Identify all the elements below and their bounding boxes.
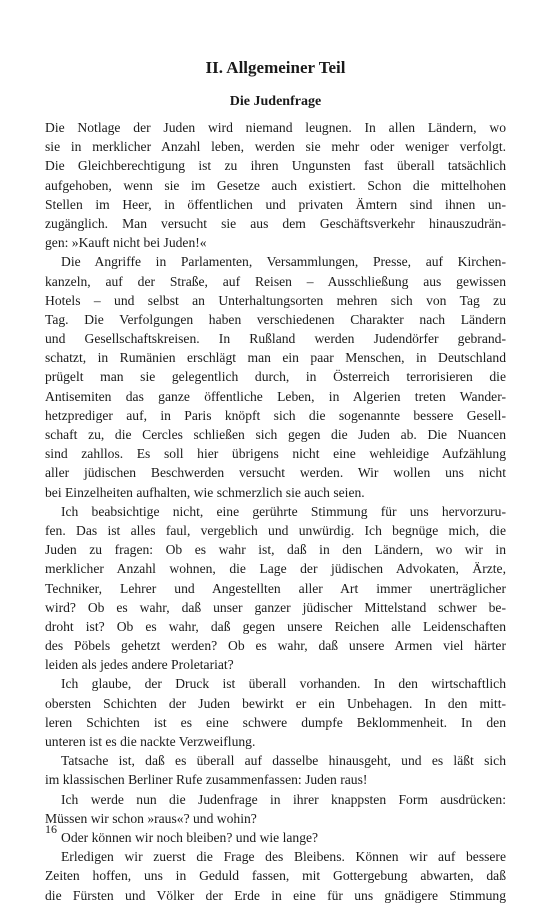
text-line: unteren ist es die nackte Verzweiflung.: [45, 734, 256, 749]
text-line: schaft zu, die Cercles schließen sich gegen die Juden ab. Die Nuancen: [45, 427, 506, 442]
text-line: fen. Das ist alles faul, vergeblich und unwürdig. Ich begnüge mich, die: [45, 522, 506, 538]
text-line: Die Gleichberechtigung ist zu ihren Ungunsten fast überall tatsächlich: [45, 158, 506, 174]
text-line: Die Notlage der Juden wird niemand leugnen. In allen Ländern, wo: [45, 120, 506, 135]
text-line: Ich werde nun die Judenfrage in ihrer knappsten Form ausdrücken:: [61, 791, 506, 807]
text-line: Zeiten hoffen, uns in Geduld fassen, mit Gottergebung abwarten, daß: [45, 868, 506, 884]
text-line: schatzt, in Rumänien erschlägt man ein paar Menschen, in Deutschland: [45, 350, 506, 366]
section-heading: Die Judenfrage: [229, 94, 322, 109]
text-line: sind zahllos. Es soll hier übrigens nicht eine wehleidige Aufzählung: [45, 446, 506, 462]
text-line: Antisemiten das ganze öffentliche Leben, in Algerien treten Wander-: [45, 388, 506, 404]
text-line: Oder können wir noch bleiben? und wie lange?: [61, 829, 319, 845]
body-text: [45, 118, 506, 905]
text-line: gen: »Kauft nicht bei Juden!«: [45, 235, 207, 251]
text-line: bei Einzelheiten aufhalten, wie schmerzlich sie auch seien.: [45, 484, 365, 500]
text-line: Ich glaube, der Druck ist überall vorhanden. In den wirtschaftlich: [61, 676, 506, 692]
paragraph: [45, 751, 506, 789]
text-line: obersten Schichten der Juden bewirkt er ein Unbehagen. In den mitt-: [45, 695, 506, 711]
text-line: Die Angriffe in Parlamenten, Versammlungen, Presse, auf Kirchen-: [61, 254, 506, 270]
text-line: des Pöbels gehetzt werden? Ob es wahr, daß unsere Armen viel härter: [45, 638, 506, 654]
text-line: Müssen wir schon »raus«? und wohin?: [45, 810, 257, 826]
text-line: Hotels – und selbst an Unterhaltungsorten mehren sich von Tag zu: [45, 292, 506, 308]
text-line: zugänglich. Man versucht sie aus dem Geschäftsverkehr hinauszudrän-: [45, 215, 506, 231]
text-line: Juden zu fragen: Ob es wahr ist, daß in den Ländern, wo wir in: [45, 542, 506, 558]
paragraph: [45, 252, 506, 501]
text-line: droht ist? Ob es wahr, daß gegen unsere Reichen alle Leidenschaften: [45, 618, 506, 634]
text-line: merklicher Anzahl wohnen, die Lage der jüdischen Advokaten, Ärzte,: [45, 561, 506, 577]
text-line: Techniker, Lehrer und Angestellten aller Art immer unerträglicher: [45, 580, 506, 596]
paragraph: [45, 828, 506, 847]
paragraph: [45, 790, 506, 828]
paragraph: [45, 847, 506, 905]
text-line: prügelt man sie gelegentlich durch, in Österreich terrorisieren die: [45, 369, 506, 385]
paragraph: [45, 118, 506, 252]
text-line: Erledigen wir zuerst die Frage des Bleibens. Können wir auf bessere: [61, 849, 506, 865]
text-line: Ich beabsichtige nicht, eine gerührte Stimmung für uns hervorzuru-: [61, 503, 506, 519]
text-line: Stellen im Heer, in öffentlichen und privaten Ämtern sind ihnen un-: [45, 196, 506, 212]
paragraph: [45, 502, 506, 675]
text-line: die Fürsten und Völker der Erde in eine für uns gnädigere Stimmung: [45, 887, 506, 903]
text-line: Tag. Die Verfolgungen haben verschiedenen Charakter nach Ländern: [45, 311, 506, 327]
text-line: kanzeln, auf der Straße, auf Reisen – Ausschließung aus gewissen: [45, 273, 506, 289]
part-heading: II. Allgemeiner Teil: [205, 58, 346, 77]
paragraph: [45, 674, 506, 751]
text-line: leren Schichten ist es eine schwere dumpfe Beklommenheit. In den: [45, 714, 506, 730]
text-line: sie in merklicher Anzahl leben, werden sie mehr oder weniger verfolgt.: [45, 139, 506, 155]
page-number: 16: [45, 822, 57, 836]
text-line: aller jüdischen Beschwerden versucht werden. Wir wollen uns nicht: [45, 465, 506, 481]
text-line: aufgehoben, wenn sie im Gesetze auch existiert. Schon die mittelhohen: [45, 177, 506, 193]
text-line: leiden als jedes andere Proletariat?: [45, 657, 234, 673]
text-line: im klassischen Berliner Rufe zusammenfassen: Juden raus!: [45, 772, 368, 788]
text-line: wird? Ob es wahr, daß unser ganzer jüdischer Mittelstand schwer be-: [45, 599, 506, 615]
text-line: und Gesellschaftskreisen. In Rußland werden Judendörfer gebrand-: [45, 331, 506, 347]
text-line: hetzprediger auf, in Paris knöpft sich die sogenannte bessere Gesell-: [45, 407, 506, 423]
text-line: Tatsache ist, daß es überall auf dasselbe hinausgeht, und es läßt sich: [61, 753, 506, 769]
